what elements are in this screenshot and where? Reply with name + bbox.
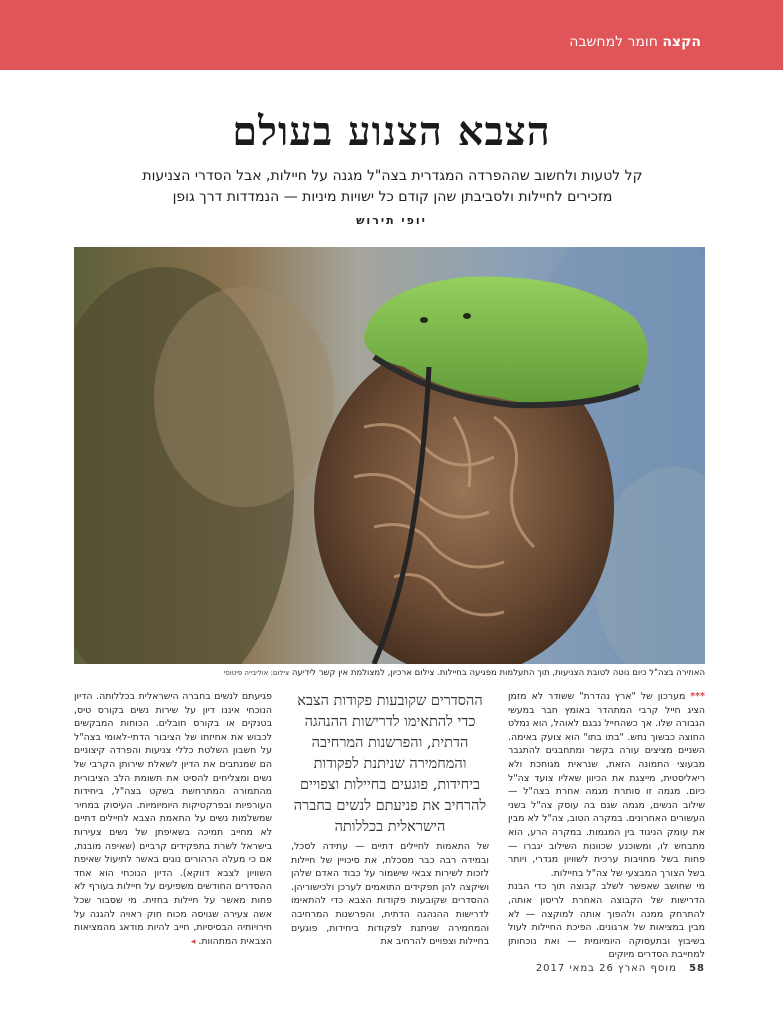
- page-number: 58: [689, 963, 705, 974]
- paragraph: [508, 690, 705, 880]
- pull-quote: ההסדרים שקובעות פקודות הצבא כדי להתאימו לדרישות ההנהגה הדתית, והפרשנות המרחיבה והמחמירה שניתנת לפקודות ביחידות, פוגעים בחיילות וצפויים להרחיב את פניעתם לנשים בחברה הישראלית בכללותה: [293, 693, 487, 835]
- paragraph: [74, 690, 272, 949]
- page-footer: [536, 963, 705, 974]
- paragraph: מי שחושב שאפשר לשלב קבוצה תוך כדי הבנת הדרישות של הקבוצה האחרת לריסון אותה, להתרחק ממנה ולהפוך אותה למוקצה — לא מבין במציאות של ארגונים. הפיכת החיילות לעול בשיבוץ ובתעסוקה היומיומית — ואת נוכחותן למחייבת הסדרים מיוקים: [508, 881, 705, 961]
- paragraph: של התאמות לחיילים דתיים — עתידה לסכל, ובמידה רבה כבר מסכלת, את סיכויין של חיילות לזכות לשירות צבאי שישמור על כבוד האדם שלהן ושיקצה להן תפקידים התואמים לערכן ולכישוריהן. ההסדרים שקובעות פקודות הצבא כדי להתאימו לדרישות ההנהגה הדתית, והפרשנות המרחיבה והמחמירה שניתנת לפקודות ביחידות, פוגעים בחיילות וצפויים להרחיב את: [291, 841, 489, 948]
- publication-date: 26 במאי 2017: [535, 963, 614, 974]
- photo-caption: [74, 667, 705, 679]
- section-label-rest: חומר למחשבה: [569, 34, 658, 50]
- article-column-left: [74, 690, 272, 949]
- article-photo: [74, 247, 705, 664]
- section-label-bold: הקצה: [662, 34, 701, 50]
- section-label: [569, 34, 701, 50]
- photo-credit: צילום: אוליבייה פיטוסי: [223, 669, 290, 677]
- paragraph-text: מערכון של "ארץ נהדרת" ששודר לא מזמן הציג חייל קרבי המתהדר באומץ חבר במעשי הגבורה שלו. אך כשהחייל נבגם לאוהל, הוא נמלט החוצה כבשוך נחש. "בתו בתו" הוא צועק באימה. השניים מציצים עורה בקשר ומתחבגים להתגבר מבעוצי התמונה הזאת, שנראית מגוחכת ולא ריאליסטית, מייצגת את הכיוון שאליו צועד צה"ל כיום. מגמה זו סותרת מגמה אחרת בצה"ל — שילוב הנשים, מגמה שגם בה עוסק צה"ל בשני העשורים האחרונים. במקרה הטוב, צה"ל לא מבין את עומק הניגוד בין המגמות. במקרה הרע, הוא מתבחש לו, ומשוכנע שכוונות השילוב יגברו — פחות בשל מחויבות ערכית לשוויון מגדרי, ויותר בשל הצורך המבצעי של צה"ל בחיילות.: [508, 691, 705, 879]
- article-subhead: קל לטעות ולחשוב שההפרדה המגדרית בצה"ל מגנה על חיילות, אבל הסדרי הצניעות מזכירים לחיילות ולסביבתן שהן קודם כל ישויות מיניות — הנמדדות דרך גופן: [142, 168, 643, 205]
- section-header-bar: [0, 0, 783, 70]
- caption-text: האוזירה בצה"ל כיום נוטה לטובת הצניעות, תוך התעלמות מפגיעה בחיילות. צילום ארכיון, למצולמת אין קשר לידיעה: [291, 668, 705, 678]
- publication-name: מוסף הארץ: [618, 963, 677, 974]
- article-byline: יופי תירוש: [356, 214, 427, 227]
- article-column-right: [508, 690, 705, 962]
- photo-illustration: [74, 247, 705, 664]
- end-mark-icon: ◂: [190, 936, 196, 947]
- section-stars: ***: [690, 691, 705, 702]
- paragraph-text: פגיעתם לנשים בחברה הישראלית בכללותה. הדיון הנוכחי איננו דיון על שירות נשים בקורס טיס, בטנקים או בקורס חובלים. הכוחות המבקשים לכבוש את אחיזתו של הציבור הדתי-לאומי בצה"ל על חשבון השלטת כללי צניעות והפרדה קיצוניים הם שמנתבים את הדיון לשאלת שירותן הקרבי של נשים ומצליחים להסיט את תשומת הלב הציבורית מהתמורה המתרחשת בשקט בצה"ל, ביחידות העורפיות ובפרקטיקות היומיומיות. העיסוק במחיר שמשלמות נשים על התאמת הצבא לחיילים דתיים לא מחייב תמיכה בשאיפתן של נשים צעירות בישראל לשרת בתפקידים קרביים (שאיפה מובנת, אם כי מעלה הרהורים נוגים באשר לתיעול שאיפת השוויון לצבא דווקא). הדיון הנוכחי הוא אחד ההסדרים החודשים משפיעים על חיילות בעורף לא פחות מאשר על חיילות בחזית. מי שסבור שכל אשה צעירה שגויסה מכוח חוק ראויה להגנה על חירויותיה הבסיסיות, חייב להיות מודאג מהמציאות הצבאית המתהוות.: [74, 691, 272, 947]
- article-headline: הצבא הצנוע בעולם: [232, 108, 551, 155]
